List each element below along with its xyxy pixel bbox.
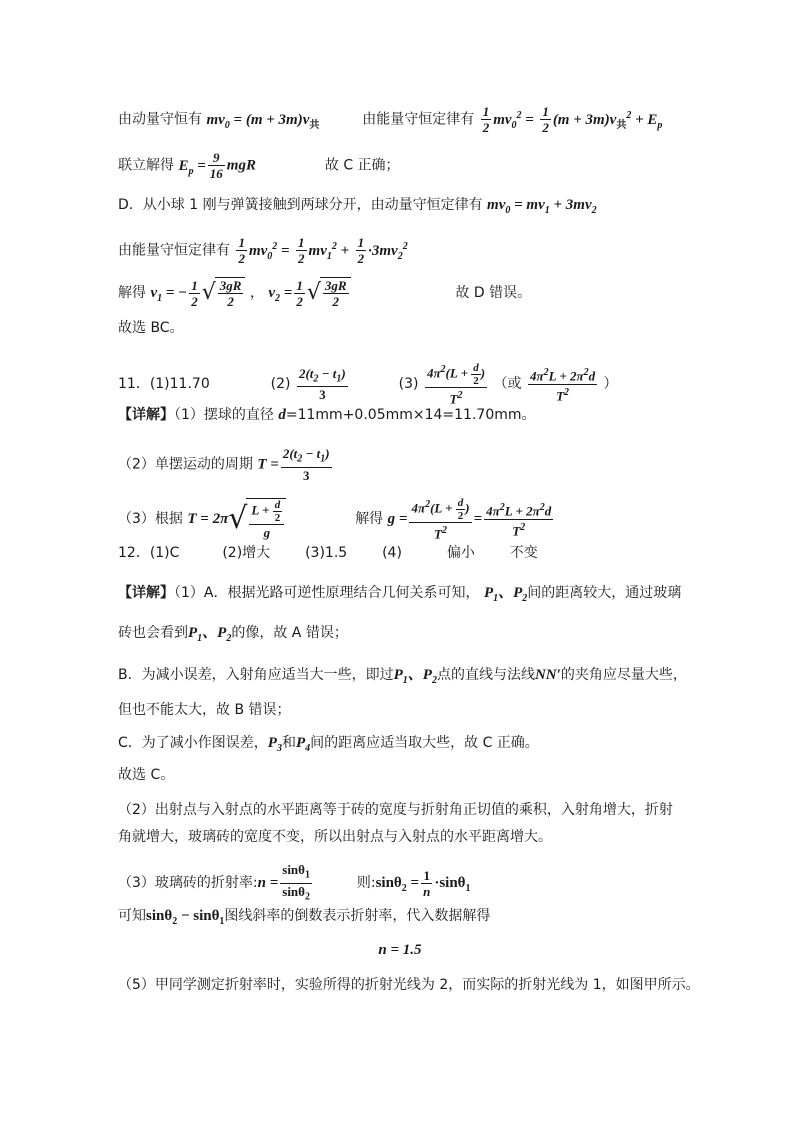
text-alt-close: ） <box>603 376 618 393</box>
q11-answer-3-label: (3) <box>398 376 419 393</box>
q12-detail-12: （5）甲同学测定折射率时，实验所得的折射光线为 2，而实际的折射光线为 1，如图甲所示。 <box>118 977 700 993</box>
text-angle: 的夹角应尽量大些， <box>560 667 687 683</box>
q12-answer-1: 12．(1)C <box>118 545 180 561</box>
q12-answer-4b: 不变 <box>509 545 538 561</box>
text-a-wrong: 的像，故 A 错误； <box>231 625 348 641</box>
q12-answer-4-label: (4) <box>382 545 402 561</box>
q12-detail-5: C．为了减小作图误差，$P_3$和$P_4$间的距离应适当取大些，故 C 正确。 <box>118 735 539 754</box>
q12-detail-10: 可知sinθ$_2$ − sinθ$_1$图线斜率的倒数表示折射率，代入数据解得 <box>118 908 491 927</box>
q11-answer-1: 11．(1)11.70 <box>118 376 210 393</box>
text-option-d: D．从小球 1 刚与弹簧接触到两球分开，由动量守恒定律有 <box>118 197 483 213</box>
text-diameter-value: =11mm+0.05mm×14=11.70mm。 <box>285 407 536 423</box>
energy-d-line: 由能量守恒定律有 $\frac{1}{2}$ $mv_0^2$ = $\frac{1}{2}$ $mv_1^2$ + $\frac{1}{2}$ $\cdot 3mv_2^2$ <box>118 235 408 266</box>
frac-half: $\frac{1}{2}$ <box>482 104 490 135</box>
q11-answer-2-label: (2) <box>270 376 291 393</box>
q12-detail-9: （3）玻璃砖的折射率:n = $\frac{\sin\theta_1}{\sin\theta_2}$ 则:sinθ$_2$ = $\frac{1}{n}$ ·sinθ$_1$ <box>118 862 471 903</box>
text-solve: 解得 <box>118 285 146 301</box>
text-c-correct-12: 间的距离应适当取大些，故 C 正确。 <box>310 735 539 751</box>
combined-solution-line: 联立解得 $E_p$ = $\frac{9}{16}$ mgR 故 C 正确； <box>118 150 400 181</box>
q11-detail-2: （2）单摆运动的周期 T = $\frac{2(t_2 - t_1)}{3}$ <box>118 446 330 483</box>
detail-label: 【详解】 <box>118 585 174 601</box>
q12-detail-2: 砖也会看到$P_1$、$P_2$的像，故 A 错误； <box>118 625 348 644</box>
q11-detail-3: （3）根据 T = 2π√ L + $\frac{d}{2}$ g 解得 g = $4\pi^2(L$ + $\frac{d}{2}$ ) $T^2$ = $\frac{4\pi^2L + 2\pi^2d}{T^2}$ <box>118 497 552 542</box>
q12-result-line <box>0 940 800 960</box>
formula-momentum: $mv_0 = (m + 3m)v_共$ <box>206 111 320 131</box>
text-then: 则: <box>356 875 376 892</box>
text-distance-large: 间的距离较大，通过玻璃 <box>527 585 682 601</box>
q12-detail-8: 角就增大，玻璃砖的宽度不变，所以出射点与入射点的水平距离增大。 <box>118 829 552 845</box>
formula-n-result: n = 1.5 <box>378 942 422 958</box>
text-according: （3）根据 <box>118 511 183 528</box>
text-see: 砖也会看到 <box>118 625 188 641</box>
momentum-equation-line: 由动量守恒有 $mv_0 = (m + 3m)v_共$ 由能量守恒定律有 $\frac{1}{2}$ $mv_0^2$ = $\frac{1}{2}$ $(m + 3m)v_共^2 + E_p$ <box>118 104 663 135</box>
text-alt-open: （或 <box>493 376 522 393</box>
detail-label: 【详解】 <box>118 407 174 423</box>
solution-d-line: 解得 $v_1$ = − $\frac{1}{2}$ √ $\frac{3gR}{2}$ ， $v_2$ = $\frac{1}{2}$ √ $\frac{3gR}{2}$ 故 D 错误。 <box>118 277 532 309</box>
text-and: 和 <box>281 735 296 751</box>
frac-half: $\frac{1}{2}$ <box>542 104 549 135</box>
text-refractive-index: （3）玻璃砖的折射率: <box>118 875 258 892</box>
text-diameter: （1）摆球的直径 <box>174 407 274 423</box>
text-momentum-intro: 由动量守恒有 <box>118 111 202 128</box>
text-period: （2）单摆运动的周期 <box>118 456 253 473</box>
q11-answers-line: 11．(1)11.70 (2) $\frac{2(t_2 - t_1)}{3}$ (3) $4\pi^2(L$ + $\frac{d}{2}$ ) $T^2$ （或 $\frac{4\pi^2L + 2\pi^2d}{T^2}$ ） <box>118 362 618 407</box>
option-d-line: D．从小球 1 刚与弹簧接触到两球分开，由动量守恒定律有 $mv_0 = mv_1 + 3mv_2$ <box>118 197 597 216</box>
q11-detail-1: 【详解】（1）摆球的直径 d=11mm+0.05mm×14=11.70mm。 <box>118 407 536 423</box>
text-know: 可知 <box>118 908 146 924</box>
answer-bc-line: 故选 BC。 <box>118 320 184 336</box>
q12-detail-7: （2）出射点与入射点的水平距离等于砖的宽度与折射角正切值的乘积，入射角增大，折射 <box>118 802 673 818</box>
text-reversibility: （1）A．根据光路可逆性原理结合几何关系可知， <box>174 585 480 601</box>
q12-detail-3: B．为减小误差，入射角应适当大一些，即过$P_1$、$P_2$点的直线与法线NN′的夹角应尽量大些， <box>118 667 687 686</box>
q12-answer-2: (2)增大 <box>222 545 271 561</box>
text-combined: 联立解得 <box>118 157 174 174</box>
text-c-correct: 故 C 正确； <box>324 157 400 174</box>
text-solve-g: 解得 <box>355 511 384 528</box>
text-comma: ， <box>249 285 264 301</box>
text-slope: 图线斜率的倒数表示折射率，代入数据解得 <box>224 908 491 924</box>
q12-answers-line <box>118 543 538 563</box>
text-d-wrong: 故 D 错误。 <box>455 285 532 301</box>
q12-answer-4a: 偏小 <box>446 545 475 561</box>
text-option-c: C．为了减小作图误差， <box>118 735 268 751</box>
text-normal-line: 点的直线与法线 <box>436 667 535 683</box>
text-energy-d: 由能量守恒定律有 <box>118 242 230 259</box>
q12-detail-6: 故选 C。 <box>118 767 175 783</box>
text-option-b: B．为减小误差，入射角应适当大一些，即过 <box>118 667 394 683</box>
frac-9-16: $\frac{9}{16}$ <box>209 150 223 181</box>
q12-answer-3: (3)1.5 <box>305 545 348 561</box>
q12-detail-4: 但也不能太大，故 B 错误； <box>118 702 291 718</box>
text-energy-intro: 由能量守恒定律有 <box>362 111 475 128</box>
q12-detail-1: 【详解】（1）A．根据光路可逆性原理结合几何关系可知， $P_1$、$P_2$间的距离较大，通过玻璃 <box>118 585 682 604</box>
